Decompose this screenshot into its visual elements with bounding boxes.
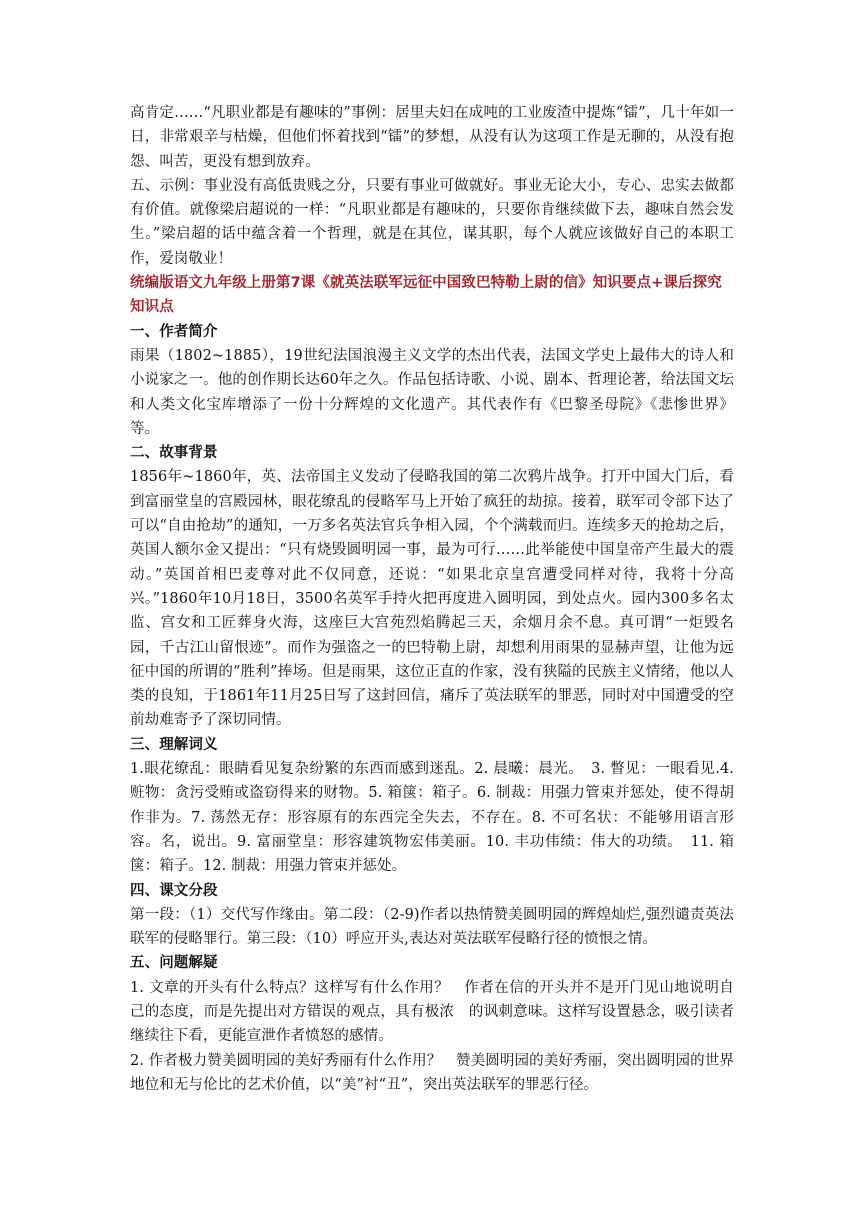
question-1: 1. 文章的开头有什么特点？这样写有什么作用？ 作者在信的开头并不是开门见山地说明自 己的态度，而是先提出对方错误的观点，具有极浓 的讽刺意味。这样写设置悬念，吸引读者继续往下看，更能宣泄作者愤怒的感情。 <box>130 979 749 1045</box>
question-2: 2. 作者极力赞美圆明园的美好秀丽有什么作用？ 赞美圆明园的美好秀丽，突出圆明园的世界地位和无与伦比的艺术价值，以“美”衬“丑”，突出英法联军的罪恶行径。 <box>130 1052 734 1093</box>
section-heading-background: 二、故事背景 <box>130 445 218 462</box>
section-heading-questions: 五、问题解疑 <box>130 955 218 972</box>
lesson-title: 统编版语文九年级上册第7课《就英法联军远征中国致巴特勒上尉的信》知识要点+课后探究 <box>130 275 722 292</box>
section-text-author: 雨果（1802~1885），19世纪法国浪漫主义文学的杰出代表，法国文学史上最伟大的诗人和小说家之一。他的创作期长达60年之久。作品包括诗歌、小说、剧本、哲理论著，给法国文坛和人类文化宝库增添了一份十分辉煌的文化遗产。其代表作有《巴黎圣母院》《悲惨世界》等。 <box>130 347 734 437</box>
section-text-paragraphs: 第一段：（1）交代写作缘由。第二段：（2-9)作者以热情赞美圆明园的辉煌灿烂,强烈谴责英法联军的侵略罪行。第三段：（10）呼应开头,表达对英法联军侵略行径的愤恨之情。 <box>130 906 734 948</box>
section-heading-vocabulary: 三、理解词义 <box>130 736 218 753</box>
section-text-background: 1856年~1860年，英、法帝国主义发动了侵略我国的第二次鸦片战争。打开中国大门后，看到富丽堂皇的宫殿园林，眼花缭乱的侵略军马上开始了疯狂的劫掠。接着，联军司令部下达了可以“自由抢劫”的通知，一万多名英法官兵争相入园，个个满载而归。连续多天的抢劫之后，英国人额尔金又提出：“只有烧毁圆明园一事，最为可行……此举能使中国皇帝产生最大的震动。”英国首相巴麦尊对此不仅同意，还说：“如果北京皇宫遭受同样对待，我将十分高兴。”1860年10月18日，3500名英军手持火把再度进入圆明园，到处点火。园内300多名太监、宫女和工匠葬身火海，这座巨大宫苑烈焰腾起三天，余烟月余不息。真可谓“一炬毁名园，千古江山留恨迹”。而作为强盗之一的巴特勒上尉，却想利用雨果的显赫声望，让他为远征中国的所谓的“胜利”捧场。但是雨果，这位正直的作家，没有狭隘的民族主义情绪，他以人类的良知，于1861年11月25日写了这封回信，痛斥了英法联军的罪恶，同时对中国遭受的空前劫难寄予了深切同情。 <box>130 469 734 729</box>
intro-paragraph-1: 高肯定……“凡职业都是有趣味的”事例：居里夫妇在成吨的工业废渣中提炼“镭”，几十年如一日，非常艰辛与枯燥，但他们怀着找到“镭”的梦想，从没有认为这项工作是无聊的，从没有抱怨、叫苦，更没有想到放弃。 <box>130 105 734 170</box>
intro-paragraph-2: 五、示例：事业没有高低贵贱之分，只要有事业可做就好。事业无论大小，专心、忠实去做都有价值。就像梁启超说的一样：“凡职业都是有趣味的，只要你肯继续做下去，趣味自然会发生。”梁启超的话中蕴含着一个哲理，就是在其位，谋其职，每个人就应该做好自己的本职工作，爱岗敬业！ <box>130 177 734 267</box>
document-page <box>130 101 749 1097</box>
section-heading-author: 一、作者简介 <box>130 323 218 340</box>
section-heading-paragraphs: 四、课文分段 <box>130 882 218 899</box>
knowledge-subtitle: 知识点 <box>130 299 174 316</box>
section-text-vocabulary: 1.眼花缭乱：眼睛看见复杂纷繁的东西而感到迷乱。2. 晨曦：晨光。 3. 瞥见：一眼看见.4. 赃物：贪污受贿或盗窃得来的财物。5. 箱箧：箱子。6. 制裁：用强力管束并惩处，使不得胡作非为。7. 荡然无存：形容原有的东西完全失去，不存在。8. 不可名状：不能够用语言形容。名，说出。9. 富丽堂皇：形容建筑物宏伟美丽。10. 丰功伟绩：伟大的功绩。 11. 箱箧：箱子。12. 制裁：用强力管束并惩处。 <box>130 761 734 875</box>
